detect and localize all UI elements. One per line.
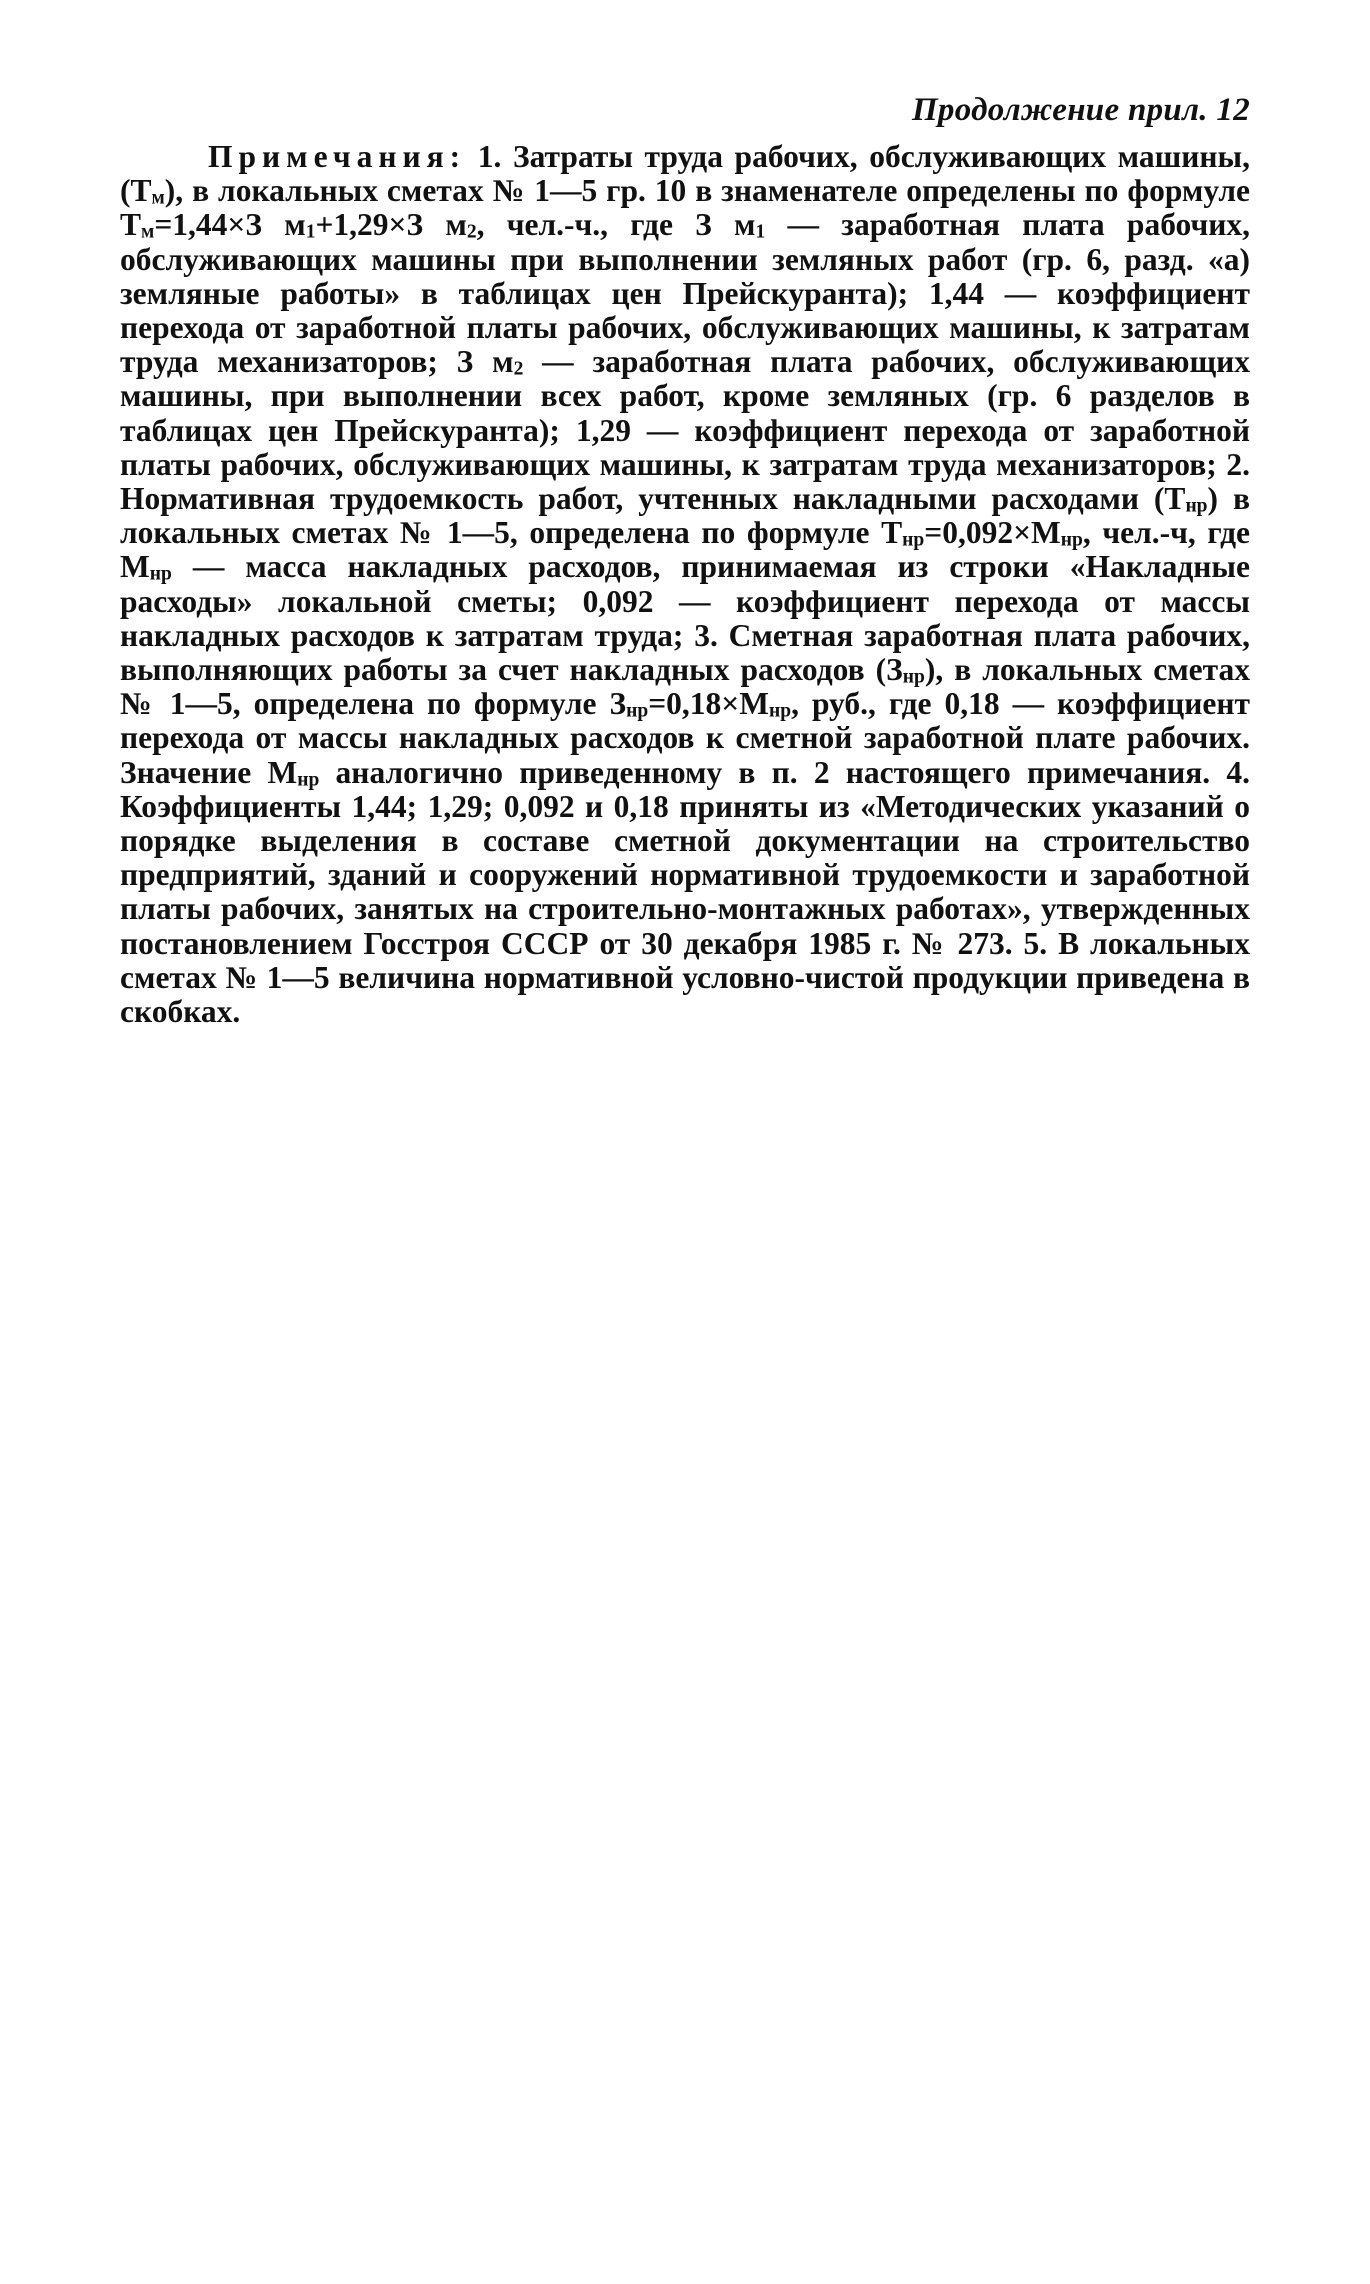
subscript-nr: нр xyxy=(769,700,792,722)
continuation-header: Продолжение прил. 12 xyxy=(911,92,1250,128)
notes-text-2: ), в локальных сметах № 1—5 гр. 10 в знаменателе определены по формуле Т xyxy=(120,173,1250,243)
notes-text-10: , чел.-ч, где М xyxy=(120,515,1251,585)
notes-text-15: аналогично приведенному в п. 2 настоящего примечания. 4. Коэффициенты 1,44; 1,29; 0,092 и 0,18 приняты из «Методических указаний о порядке выделения в составе сметной документации на строительство предприятий, зданий и сооружений нормативной трудоемкости и заработной платы рабочих, занятых на строительно-монтажных работах», утвержденных постановлением Госстроя СССР от 30 декабря 1985 г. № 273. 5. В локальных сметах № 1—5 величина нормативной условно-чистой продукции приведена в скобках. xyxy=(120,754,1250,1030)
subscript-nr: нр xyxy=(902,666,925,688)
notes-text-8: ) в локальных сметах № 1—5, определена по формуле Т xyxy=(120,481,1250,551)
subscript-nr: нр xyxy=(1060,529,1083,551)
notes-text-9: =0,092×М xyxy=(924,515,1061,551)
subscript-nr: нр xyxy=(1185,495,1208,517)
notes-text-13: =0,18×М xyxy=(648,686,769,722)
subscript-nr: нр xyxy=(902,529,925,551)
notes-text-4: +1,29×З м xyxy=(315,207,467,243)
notes-text-3: =1,44×З м xyxy=(154,207,306,243)
subscript-m: м xyxy=(151,187,165,209)
notes-text-6: — заработная плата рабочих, обслуживающих машины при выполнении земляных работ (гр. 6, разд. «а) земляные работы» в таблицах цен Прейскуранта); 1,44 — коэффициент перехода от заработной платы рабочих, обслуживающих машины, к затратам труда механизаторов; З м xyxy=(120,207,1250,380)
subscript-m: м xyxy=(141,221,155,243)
notes-label: Примечания: xyxy=(208,139,467,174)
notes-text-1: 1. Затраты труда рабочих, обслуживающих машины, (Т xyxy=(120,139,1250,209)
notes-paragraph xyxy=(120,140,1250,1029)
subscript-1: 1 xyxy=(305,221,316,243)
subscript-nr: нр xyxy=(297,768,320,790)
notes-text-12: ), в локальных сметах № 1—5, определена по формуле З xyxy=(120,652,1250,722)
notes-text-5: , чел.-ч., где З м xyxy=(476,207,756,243)
notes-text-7: — заработная плата рабочих, обслуживающих машины, при выполнении всех работ, кроме земляных (гр. 6 разделов в таблицах цен Прейскуранта); 1,29 — коэффициент перехода от заработной платы рабочих, обслуживающих машины, к затратам труда механизаторов; 2. Нормативная трудоемкость работ, учтенных накладными расходами (Т xyxy=(120,344,1250,517)
subscript-2: 2 xyxy=(466,221,477,243)
notes-text-14: , руб., где 0,18 — коэффициент перехода от массы накладных расходов к сметной заработной плате рабочих. Значение М xyxy=(120,686,1250,790)
notes-text-11: — масса накладных расходов, принимаемая из строки «Накладные расходы» локальной сметы; 0,092 — коэффициент перехода от массы накладных расходов к затратам труда; 3. Сметная заработная плата рабочих, выполняющих работы за счет накладных расходов (З xyxy=(120,549,1250,688)
subscript-nr: нр xyxy=(626,700,649,722)
subscript-nr: нр xyxy=(149,563,172,585)
subscript-2: 2 xyxy=(513,358,524,380)
subscript-1: 1 xyxy=(755,221,766,243)
